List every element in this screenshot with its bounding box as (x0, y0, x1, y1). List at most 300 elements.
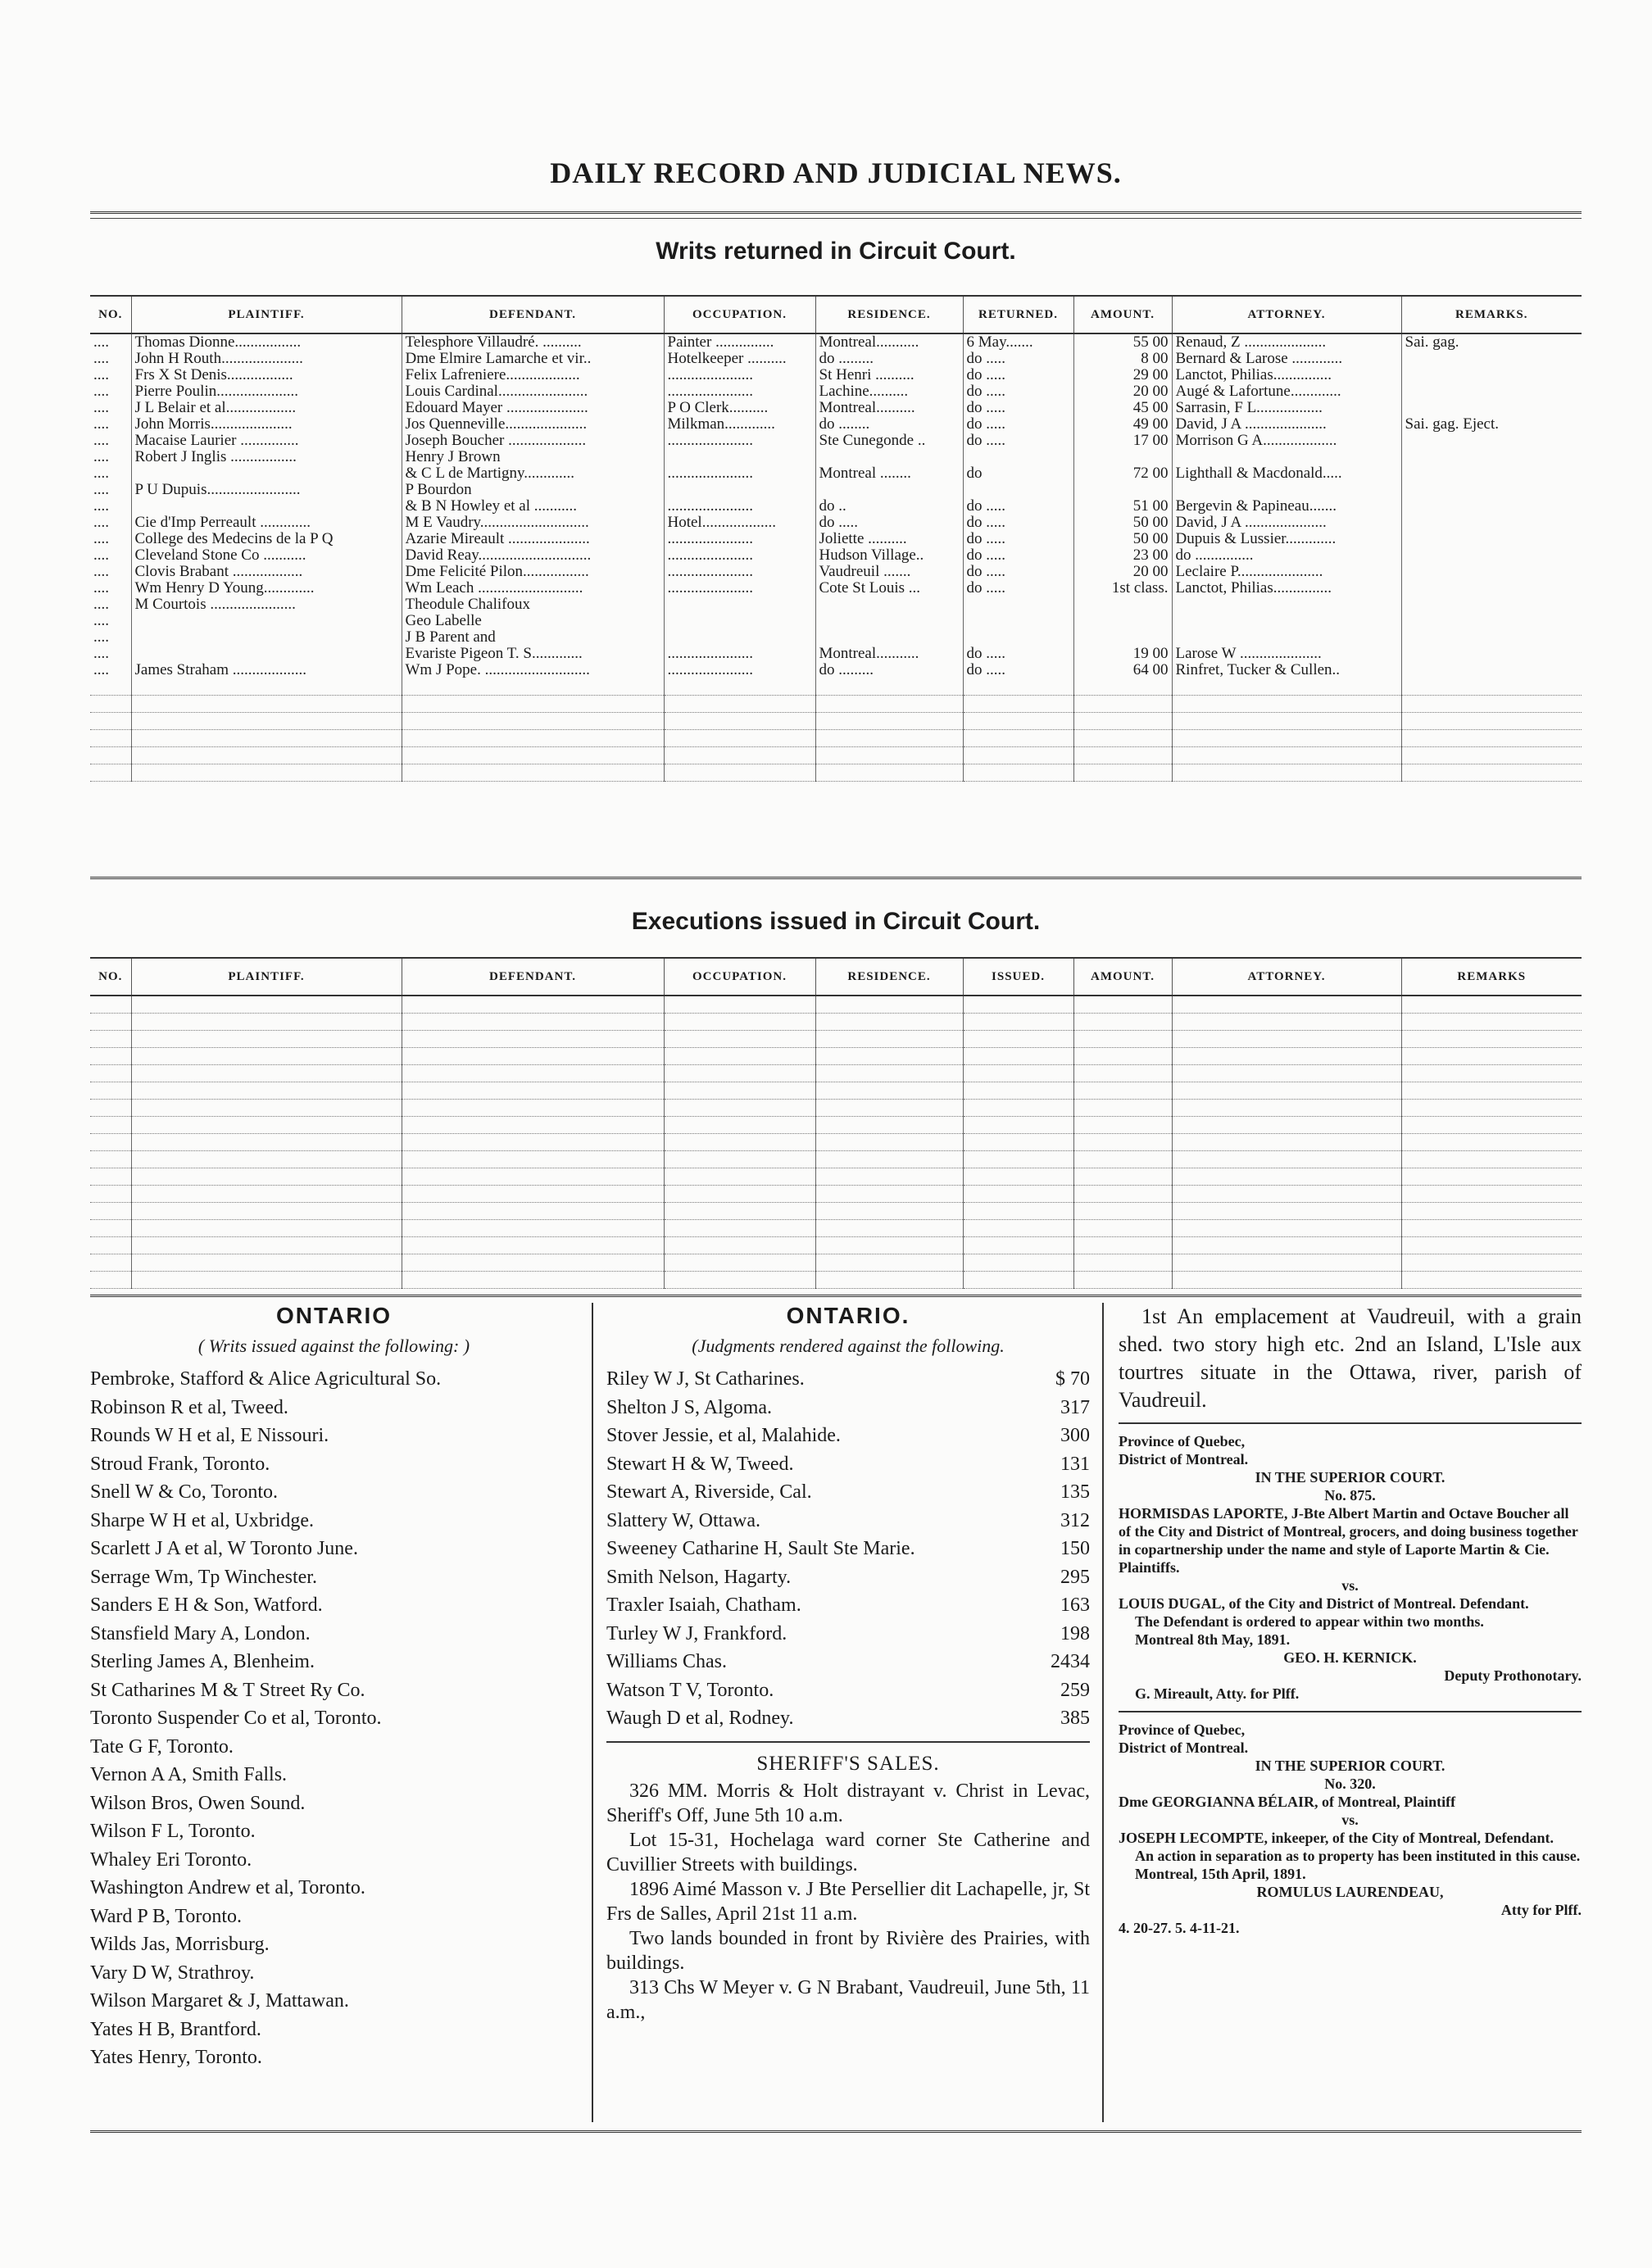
table-cell (815, 596, 963, 613)
table-cell (1073, 696, 1172, 713)
list-item: Wilson F L, Toronto. (90, 1821, 256, 1842)
table-cell: John H Routh..................... (131, 351, 402, 367)
blank-row (90, 1237, 1582, 1254)
table-cell: ...................... (664, 383, 815, 400)
table-cell (90, 1117, 131, 1134)
table-cell (664, 996, 815, 1014)
judgment-amount: $ 70 (1055, 1368, 1090, 1390)
table-cell (402, 747, 664, 764)
table-cell: Felix Lafreniere................... (402, 367, 664, 383)
table-cell (963, 1220, 1073, 1237)
table-cell (1172, 730, 1401, 747)
table-cell (664, 1168, 815, 1186)
table-cell (1073, 629, 1172, 646)
notice-order: The Defendant is ordered to appear within two months. (1135, 1613, 1484, 1630)
judgment-amount: 2434 (1051, 1651, 1090, 1672)
table-cell (963, 1151, 1073, 1168)
table-cell: 72 00 (1073, 465, 1172, 482)
table-cell (131, 1220, 402, 1237)
table-cell (90, 1254, 131, 1272)
list-item: Wilson Bros, Owen Sound. (90, 1792, 306, 1814)
notice-action: An action in separation as to property has been instituted in this cause. (1135, 1848, 1581, 1864)
table-cell (402, 1065, 664, 1082)
table-cell (1073, 1254, 1172, 1272)
table-cell: M Courtois ...................... (131, 596, 402, 613)
table-cell: Ste Cunegonde .. (815, 433, 963, 449)
table-cell: do ..... (963, 351, 1073, 367)
table-cell (1172, 613, 1401, 629)
table-cell (963, 1082, 1073, 1100)
table-cell (664, 1048, 815, 1065)
table-cell (1172, 678, 1401, 696)
table-cell (1073, 596, 1172, 613)
table-cell (664, 1272, 815, 1289)
blank-row (90, 1272, 1582, 1289)
table-cell (402, 1168, 664, 1186)
table-cell (664, 613, 815, 629)
table-cell (131, 747, 402, 764)
table-cell: 17 00 (1073, 433, 1172, 449)
list-item: Vary D W, Strathroy. (90, 1962, 255, 1984)
column-header: REMARKS. (1401, 296, 1582, 333)
list-item (606, 1591, 1090, 1620)
table-row (90, 449, 1582, 465)
table-cell: .... (93, 596, 109, 613)
newspaper-page (90, 0, 1582, 2268)
table-cell: do ..... (963, 531, 1073, 547)
table-cell: .... (93, 383, 109, 400)
list-item (606, 1648, 1090, 1676)
table-cell (1073, 1100, 1172, 1117)
table-cell: Cie d'Imp Perreault ............. (131, 515, 402, 531)
table-cell (402, 1203, 664, 1220)
table-cell (963, 1237, 1073, 1254)
table-cell (1073, 1203, 1172, 1220)
judgment-name: Turley W J, Frankford. (606, 1622, 787, 1644)
table-cell: David, J A ..................... (1172, 515, 1401, 531)
blank-row (90, 1168, 1582, 1186)
list-item: Vernon A A, Smith Falls. (90, 1764, 288, 1785)
table-row (90, 515, 1582, 531)
list-item (606, 1563, 1090, 1592)
list-item (606, 1422, 1090, 1450)
table-cell (1073, 1237, 1172, 1254)
notice-vs: vs. (1341, 1812, 1359, 1828)
table-cell: .... (93, 333, 109, 351)
table-cell (1401, 696, 1582, 713)
notice-number: No. 320. (1324, 1776, 1376, 1792)
table-cell (664, 1237, 815, 1254)
blank-row (90, 1031, 1582, 1048)
table-cell (1401, 662, 1582, 678)
sheriffs-sales-list (606, 1779, 1090, 2025)
table-cell: .... (93, 416, 109, 433)
table-cell (664, 1065, 815, 1082)
ontario-writs-title: ONTARIO (275, 1303, 393, 1328)
table-cell (963, 629, 1073, 646)
table-cell (963, 713, 1073, 730)
table-cell (664, 1151, 815, 1168)
table-cell (963, 1186, 1073, 1203)
table-cell: P Bourdon (402, 482, 664, 498)
table-cell: Wm Henry D Young............. (131, 580, 402, 596)
table-cell: Montreal........... (815, 333, 963, 351)
table-cell (1401, 482, 1582, 498)
table-cell: 55 00 (1073, 333, 1172, 351)
table-cell: Lanctot, Philias............... (1172, 580, 1401, 596)
ontario-judgments-list (606, 1365, 1090, 1733)
table-cell (1401, 433, 1582, 449)
table-cell: 1st class. (1073, 580, 1172, 596)
table-cell: James Straham ................... (131, 662, 402, 678)
table-cell: Larose W ..................... (1172, 646, 1401, 662)
blank-row (90, 1014, 1582, 1031)
table-cell (1172, 1014, 1401, 1031)
blank-row (90, 678, 1582, 696)
table-cell: 20 00 (1073, 383, 1172, 400)
list-item: Wilds Jas, Morrisburg. (90, 1934, 270, 1955)
table-cell (963, 1100, 1073, 1117)
notice-signer: GEO. H. KERNICK. (1283, 1649, 1417, 1666)
notice-district: District of Montreal. (1119, 1740, 1249, 1756)
table-cell: College des Medecins de la P Q (131, 531, 402, 547)
table-cell: .... (93, 531, 109, 547)
table-cell: ...................... (664, 662, 815, 678)
table-cell (1401, 465, 1582, 482)
table-cell (664, 1031, 815, 1048)
table-cell (664, 449, 815, 465)
table-cell (664, 1117, 815, 1134)
judgment-name: Slattery W, Ottawa. (606, 1509, 760, 1531)
table-cell: do ..... (963, 564, 1073, 580)
table-cell: Joseph Boucher .................... (402, 433, 664, 449)
superior-court-notice-320 (1119, 1721, 1582, 1937)
table-cell: ...................... (664, 531, 815, 547)
table-row (90, 482, 1582, 498)
legal-notices-column (1119, 1303, 1582, 1937)
table-cell: Lachine.......... (815, 383, 963, 400)
table-cell (1401, 547, 1582, 564)
table-cell (815, 629, 963, 646)
judgment-amount: 312 (1060, 1509, 1090, 1531)
table-cell (1073, 1065, 1172, 1082)
column-header: AMOUNT. (1073, 296, 1172, 333)
table-row (90, 333, 1582, 351)
blank-row (90, 747, 1582, 764)
table-cell (963, 1031, 1073, 1048)
table-cell (664, 1082, 815, 1100)
judgment-amount: 150 (1060, 1538, 1090, 1559)
notice-district: District of Montreal. (1119, 1451, 1249, 1467)
table-cell (131, 696, 402, 713)
table-cell (131, 1117, 402, 1134)
table-cell (131, 1151, 402, 1168)
table-cell (664, 764, 815, 782)
list-item: Sanders E H & Son, Watford. (90, 1594, 323, 1616)
table-cell: 8 00 (1073, 351, 1172, 367)
table-cell (90, 713, 131, 730)
list-item: St Catharines M & T Street Ry Co. (90, 1679, 365, 1701)
column-divider (1102, 1303, 1104, 2122)
table-cell (1401, 1254, 1582, 1272)
vaudreuil-property-text: 1st An emplacement at Vaudreuil, with a grain shed. two story high etc. 2nd an Island, L'Isle aux tourtres situate in the Ottawa, river, parish of Vaudreuil. (1119, 1304, 1582, 1412)
table-cell (664, 1220, 815, 1237)
table-cell: Montreal.......... (815, 400, 963, 416)
table-cell (131, 713, 402, 730)
table-cell (1073, 482, 1172, 498)
table-cell (815, 1134, 963, 1151)
table-cell (1401, 1168, 1582, 1186)
notice-attorney: G. Mireault, Atty. for Plff. (1135, 1685, 1300, 1702)
table-cell (963, 449, 1073, 465)
list-item: Pembroke, Stafford & Alice Agricultural So. (90, 1368, 442, 1390)
table-cell (1401, 1186, 1582, 1203)
judgment-name: Waugh D et al, Rodney. (606, 1708, 794, 1729)
table-cell: do ..... (963, 662, 1073, 678)
judgment-name: Traxler Isaiah, Chatham. (606, 1594, 801, 1616)
table-cell (815, 1151, 963, 1168)
judgment-amount: 131 (1060, 1453, 1090, 1475)
judgment-name: Sweeney Catharine H, Sault Ste Marie. (606, 1538, 915, 1559)
table-cell (815, 449, 963, 465)
table-cell: Telesphore Villaudré. .......... (402, 333, 664, 351)
table-cell (402, 678, 664, 696)
table-cell (1172, 1186, 1401, 1203)
table-cell (963, 1117, 1073, 1134)
table-row (90, 367, 1582, 383)
table-cell (131, 1031, 402, 1048)
table-cell (1401, 1272, 1582, 1289)
table-cell (1401, 764, 1582, 782)
table-row (90, 416, 1582, 433)
table-cell: Wm J Pope. ........................... (402, 662, 664, 678)
table-cell: 45 00 (1073, 400, 1172, 416)
table-cell (402, 1254, 664, 1272)
table-cell (963, 996, 1073, 1014)
table-cell (1401, 1100, 1582, 1117)
table-cell (1401, 747, 1582, 764)
judgment-amount: 259 (1060, 1679, 1090, 1701)
executions-table (90, 957, 1582, 1289)
table-cell (131, 730, 402, 747)
judgment-amount: 135 (1060, 1481, 1090, 1503)
judgment-amount: 385 (1060, 1708, 1090, 1729)
sale-paragraph: 1896 Aimé Masson v. J Bte Persellier dit Lachapelle, jr, St Frs de Salles, April 21st 11 a.m. (606, 1878, 1090, 1925)
table-row (90, 646, 1582, 662)
blank-row (90, 1117, 1582, 1134)
table-row (90, 564, 1582, 580)
table-cell (90, 1151, 131, 1168)
table-cell (1401, 400, 1582, 416)
table-cell (90, 1203, 131, 1220)
table-cell (815, 482, 963, 498)
table-cell (402, 696, 664, 713)
table-cell (963, 1048, 1073, 1065)
table-cell (402, 1237, 664, 1254)
table-cell (131, 1014, 402, 1031)
table-cell: .... (93, 515, 109, 531)
judgment-name: Watson T V, Toronto. (606, 1679, 774, 1701)
table-cell (815, 1272, 963, 1289)
list-item (606, 1535, 1090, 1563)
table-cell: Macaise Laurier ............... (131, 433, 402, 449)
writs-body (90, 333, 1582, 782)
table-cell: St Henri .......... (815, 367, 963, 383)
table-cell (131, 1134, 402, 1151)
column-header: ISSUED. (963, 958, 1073, 996)
column-header: OCCUPATION. (664, 958, 815, 996)
blank-row (90, 1254, 1582, 1272)
list-item: Serrage Wm, Tp Winchester. (90, 1566, 317, 1588)
table-cell: Evariste Pigeon T. S............. (402, 646, 664, 662)
list-item: Rounds W H et al, E Nissouri. (90, 1425, 329, 1446)
table-cell (815, 747, 963, 764)
column-header: NO. (90, 296, 131, 333)
table-cell (1401, 1117, 1582, 1134)
table-cell (815, 1082, 963, 1100)
table-cell (1401, 449, 1582, 465)
table-cell (815, 996, 963, 1014)
table-cell (1172, 596, 1401, 613)
judgment-name: Williams Chas. (606, 1651, 728, 1672)
table-cell (1172, 713, 1401, 730)
table-cell: ...................... (664, 498, 815, 515)
list-item (606, 1394, 1090, 1422)
table-cell (90, 1237, 131, 1254)
column-header: RESIDENCE. (815, 958, 963, 996)
judgment-name: Smith Nelson, Hagarty. (606, 1566, 792, 1588)
table-cell (1172, 1065, 1401, 1082)
table-cell: .... (93, 482, 109, 498)
table-cell: do ..... (963, 580, 1073, 596)
notice-plaintiff: Dme GEORGIANNA BÉLAIR, of Montreal, Plaintiff (1119, 1794, 1456, 1810)
table-cell (1401, 564, 1582, 580)
table-cell: & C L de Martigny............. (402, 465, 664, 482)
list-item (606, 1450, 1090, 1479)
table-cell: .... (93, 400, 109, 416)
table-cell: Morrison G A................... (1172, 433, 1401, 449)
notice-footer: 4. 20-27. 5. 4-11-21. (1119, 1920, 1240, 1936)
table-cell: Hotel................... (664, 515, 815, 531)
table-cell (1172, 1134, 1401, 1151)
table-cell (131, 1048, 402, 1065)
table-cell: Montreal........... (815, 646, 963, 662)
table-cell (963, 1014, 1073, 1031)
table-cell (1172, 764, 1401, 782)
table-cell: Lanctot, Philias............... (1172, 367, 1401, 383)
table-cell (815, 1048, 963, 1065)
table-cell: Bernard & Larose ............. (1172, 351, 1401, 367)
table-cell (131, 996, 402, 1014)
table-cell (402, 1082, 664, 1100)
table-cell (664, 1254, 815, 1272)
table-cell (1401, 1134, 1582, 1151)
table-cell (90, 1134, 131, 1151)
table-cell: .... (93, 646, 109, 662)
table-cell (1401, 678, 1582, 696)
table-cell (131, 1065, 402, 1082)
table-cell: do ..... (963, 498, 1073, 515)
table-cell (1401, 1048, 1582, 1065)
table-cell (963, 1203, 1073, 1220)
table-cell: do .. (815, 498, 963, 515)
table-cell (815, 1220, 963, 1237)
list-item (606, 1704, 1090, 1733)
table-cell: ...................... (664, 433, 815, 449)
notice-date: Montreal 8th May, 1891. (1135, 1631, 1291, 1648)
sheriffs-sales-title: SHERIFF'S SALES. (606, 1741, 1090, 1776)
table-cell (963, 596, 1073, 613)
table-cell (815, 764, 963, 782)
table-cell: .... (93, 629, 109, 646)
table-cell (1172, 1100, 1401, 1117)
table-cell (815, 678, 963, 696)
table-cell: Hotelkeeper .......... (664, 351, 815, 367)
table-cell (664, 678, 815, 696)
list-item (606, 1620, 1090, 1649)
table-cell: Henry J Brown (402, 449, 664, 465)
table-cell: Robert J Inglis ................. (131, 449, 402, 465)
table-cell: do ..... (815, 515, 963, 531)
table-cell (1172, 1220, 1401, 1237)
table-cell: 23 00 (1073, 547, 1172, 564)
table-cell (402, 730, 664, 747)
blank-row (90, 1048, 1582, 1065)
table-cell: ...................... (664, 367, 815, 383)
table-cell (963, 730, 1073, 747)
table-cell (90, 1048, 131, 1065)
table-cell (1401, 515, 1582, 531)
table-cell (90, 747, 131, 764)
list-item: Wilson Margaret & J, Mattawan. (90, 1990, 349, 2012)
masthead: DAILY RECORD AND JUDICIAL NEWS. (550, 156, 1122, 189)
table-cell (815, 1237, 963, 1254)
table-cell (1401, 1237, 1582, 1254)
table-cell: Hudson Village.. (815, 547, 963, 564)
table-cell: .... (93, 449, 109, 465)
table-cell (815, 1014, 963, 1031)
table-cell: do ............... (1172, 547, 1401, 564)
judgment-amount: 198 (1060, 1622, 1090, 1644)
table-cell (1401, 351, 1582, 367)
table-cell: Edouard Mayer ..................... (402, 400, 664, 416)
sale-paragraph: Lot 15-31, Hochelaga ward corner Ste Catherine and Cuvillier Streets with buildings. (606, 1829, 1090, 1876)
table-cell (664, 713, 815, 730)
writs-table (90, 295, 1582, 782)
table-cell: J B Parent and (402, 629, 664, 646)
notice-province: Province of Quebec, (1119, 1721, 1246, 1738)
table-cell (1172, 1254, 1401, 1272)
table-cell (402, 1272, 664, 1289)
table-row (90, 580, 1582, 596)
notice-court: IN THE SUPERIOR COURT. (1255, 1758, 1446, 1774)
table-cell: do (963, 465, 1073, 482)
table-cell (1172, 696, 1401, 713)
table-cell (1073, 1048, 1172, 1065)
blank-row (90, 1220, 1582, 1237)
table-cell (1401, 646, 1582, 662)
table-cell: Joliette .......... (815, 531, 963, 547)
table-cell (90, 1168, 131, 1186)
table-cell (1401, 383, 1582, 400)
table-cell (90, 1272, 131, 1289)
table-cell: Sai. gag. (1401, 333, 1582, 351)
table-cell: ...................... (664, 564, 815, 580)
table-cell: David, J A ..................... (1172, 416, 1401, 433)
table-cell: Theodule Chalifoux (402, 596, 664, 613)
table-cell (1073, 1186, 1172, 1203)
notice-rule (1119, 1711, 1582, 1712)
